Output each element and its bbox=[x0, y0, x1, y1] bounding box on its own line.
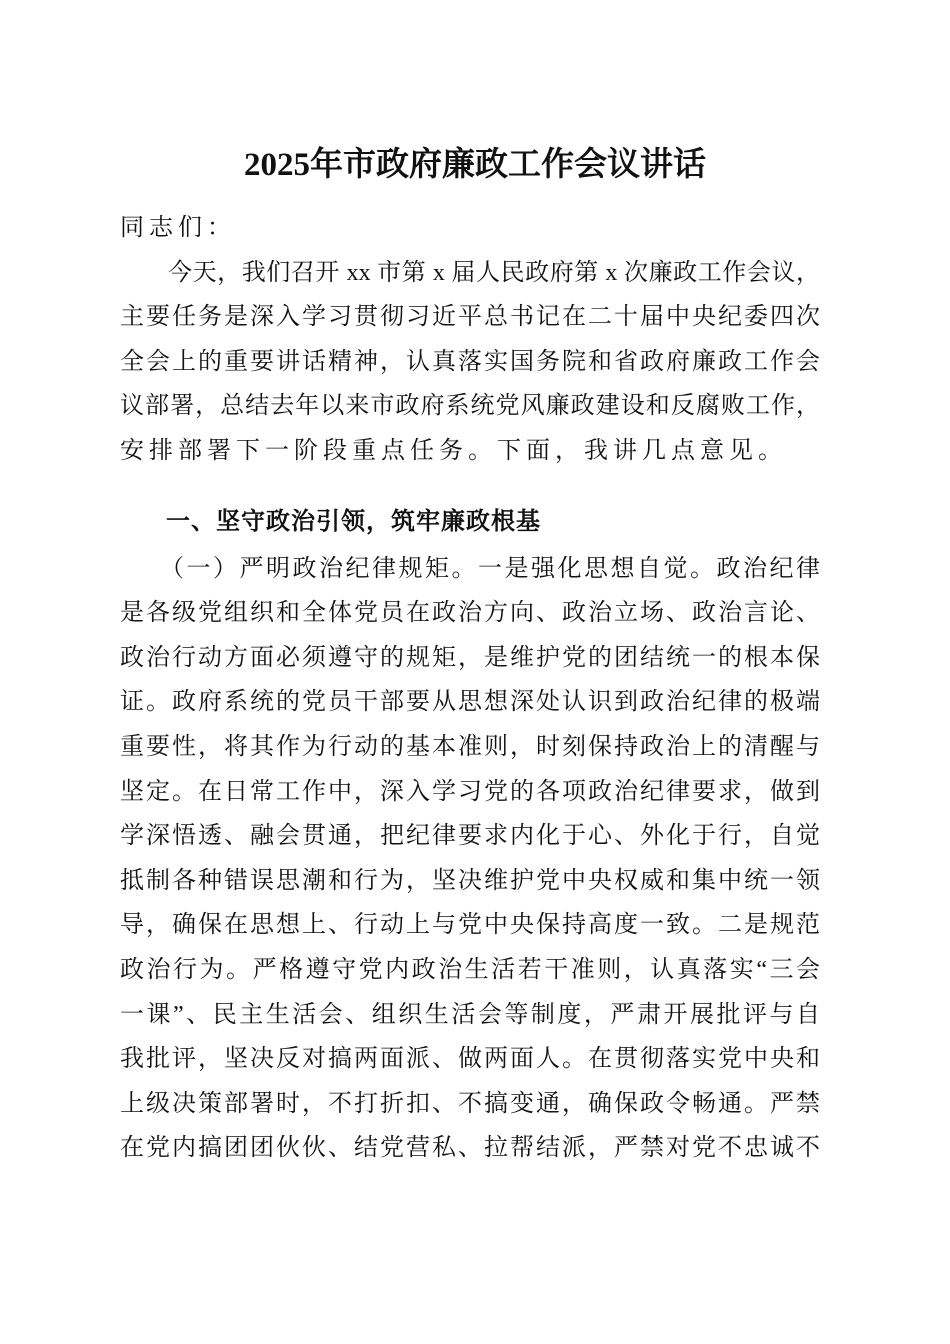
paragraph-line: 上级决策部署时，不打折扣、不搞变通，确保政令畅通。严禁 bbox=[120, 1090, 820, 1117]
paragraph-line: 抵制各种错误思潮和行为，坚决维护党中央权威和集中统一领 bbox=[120, 867, 820, 894]
paragraph-line: 一课”、民主生活会、组织生活会等制度，严肃开展批评与自 bbox=[120, 1001, 820, 1028]
paragraph-line: 证。政府系统的党员干部要从思想深处认识到政治纪律的极端 bbox=[120, 689, 820, 716]
document-title: 2025年市政府廉政工作会议讲话 bbox=[244, 147, 706, 183]
paragraph-line: 在党内搞团团伙伙、结党营私、拉帮结派，严禁对党不忠诚不 bbox=[120, 1135, 820, 1162]
document-body bbox=[120, 206, 820, 1171]
paragraph-line: （一）严明政治纪律规矩。一是强化思想自觉。政治纪律 bbox=[160, 555, 820, 582]
salutation: 同志们： bbox=[120, 215, 236, 241]
paragraph-line: 安排部署下一阶段重点任务。下面，我讲几点意见。 bbox=[120, 437, 787, 464]
paragraph-line: 是各级党组织和全体党员在政治方向、政治立场、政治言论、 bbox=[120, 600, 820, 627]
section-heading: 一、坚守政治引领，筑牢廉政根基 bbox=[166, 507, 541, 535]
paragraph-line: 我批评，坚决反对搞两面派、做两面人。在贯彻落实党中央和 bbox=[120, 1046, 820, 1073]
paragraph-line: 议部署，总结去年以来市政府系统党风廉政建设和反腐败工作， bbox=[120, 393, 820, 420]
paragraph-line: 政治行为。严格遵守党内政治生活若干准则，认真落实“三会 bbox=[120, 956, 820, 983]
paragraph-line: 主要任务是深入学习贯彻习近平总书记在二十届中央纪委四次 bbox=[120, 304, 820, 331]
paragraph-line: 全会上的重要讲话精神，认真落实国务院和省政府廉政工作会 bbox=[120, 348, 820, 375]
paragraph-line: 重要性，将其作为行动的基本准则，时刻保持政治上的清醒与 bbox=[120, 733, 820, 760]
paragraph-line: 今天，我们召开 xx 市第 x 届人民政府第 x 次廉政工作会议， bbox=[168, 259, 820, 286]
paragraph-line: 政治行动方面必须遵守的规矩，是维护党的团结统一的根本保 bbox=[120, 644, 820, 671]
paragraph-line: 坚定。在日常工作中，深入学习党的各项政治纪律要求，做到 bbox=[120, 778, 820, 805]
paragraph-line: 学深悟透、融会贯通，把纪律要求内化于心、外化于行，自觉 bbox=[120, 823, 820, 850]
paragraph-line: 导，确保在思想上、行动上与党中央保持高度一致。二是规范 bbox=[120, 912, 820, 939]
